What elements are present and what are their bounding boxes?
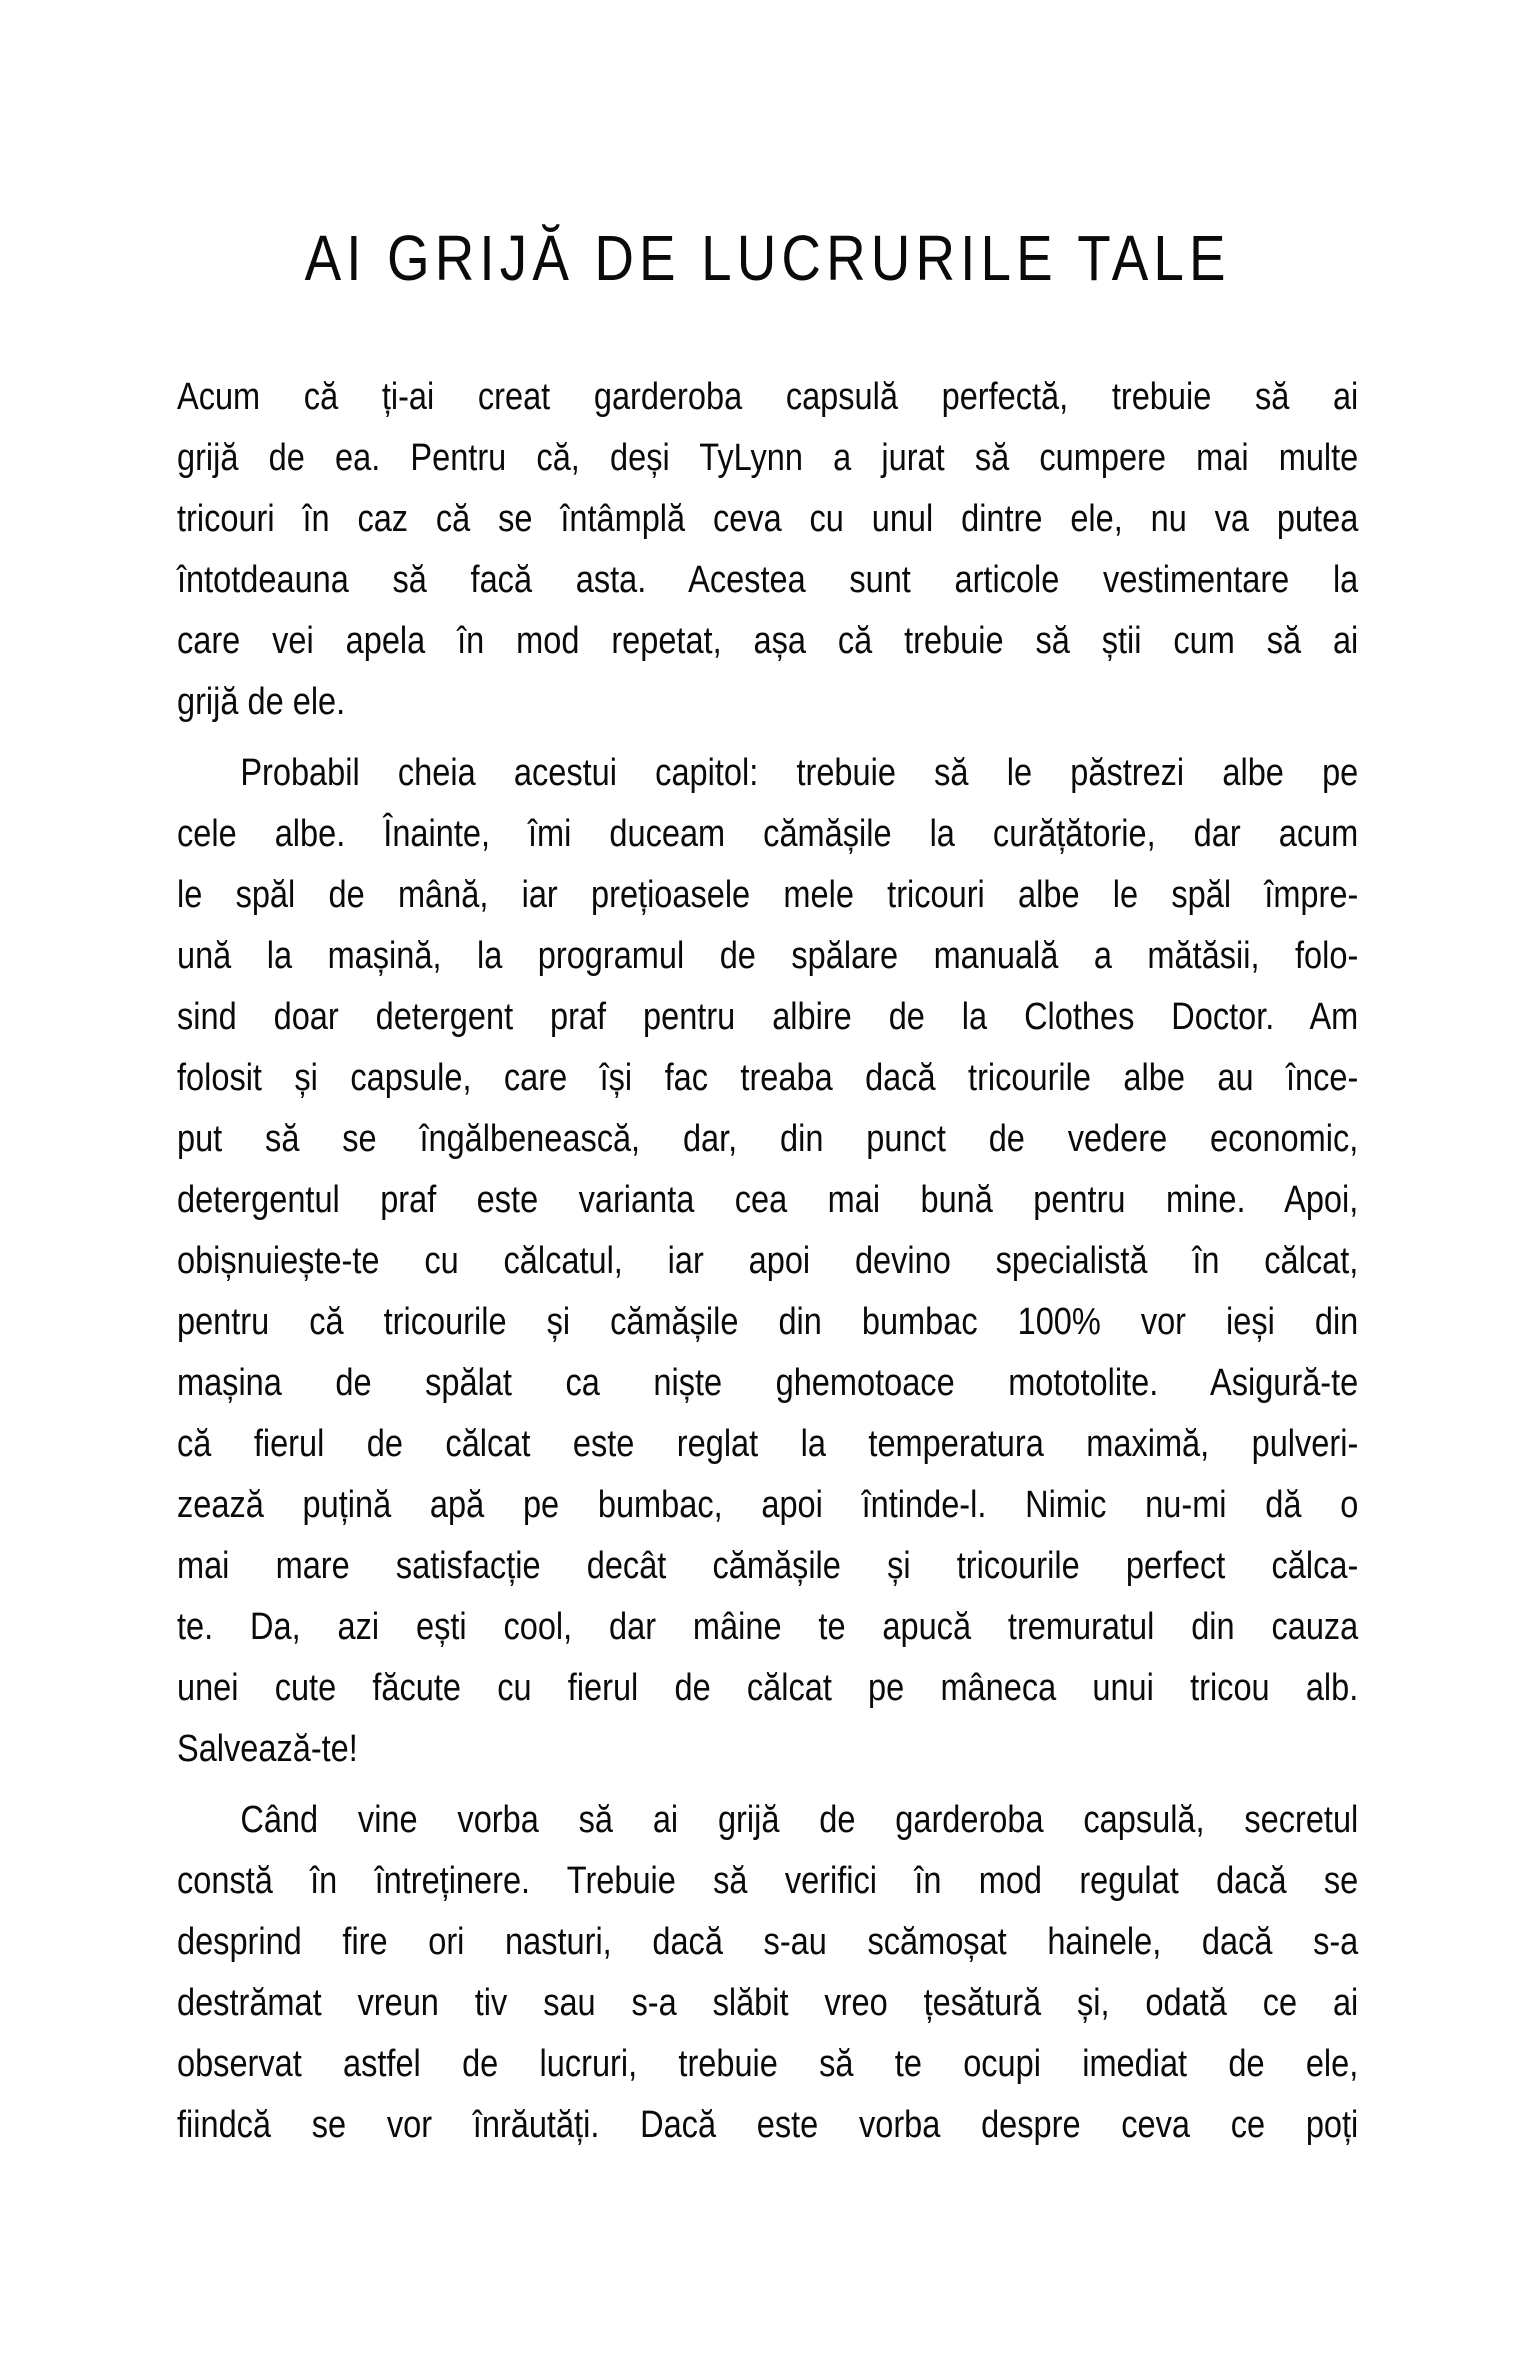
paragraph	[177, 743, 1358, 1780]
text-line: pentru că tricourile și cămășile din bumbac 100% vor ieși din	[177, 1301, 1359, 1343]
text-line: cele albe. Înainte, îmi duceam cămășile la curățătorie, dar acum	[177, 813, 1359, 855]
text-line: grijă de ele.	[177, 681, 346, 723]
text-line: put să se îngălbenească, dar, din punct de vedere economic,	[177, 1118, 1359, 1160]
text-line: detergentul praf este varianta cea mai bună pentru mine. Apoi,	[177, 1179, 1359, 1221]
text-line: mai mare satisfacție decât cămășile și tricourile perfect călca-	[177, 1545, 1359, 1587]
paragraph	[177, 367, 1358, 733]
text-line: ună la mașină, la programul de spălare manuală a mătăsii, folo-	[177, 935, 1359, 977]
text-line: care vei apela în mod repetat, așa că trebuie să știi cum să ai	[177, 620, 1359, 662]
text-line: întotdeauna să facă asta. Acestea sunt articole vestimentare la	[177, 559, 1359, 601]
text-line: folosit și capsule, care își fac treaba dacă tricourile albe au înce-	[177, 1057, 1359, 1099]
text-line: unei cute făcute cu fierul de călcat pe mâneca unui tricou alb.	[177, 1667, 1359, 1709]
text-line: grijă de ea. Pentru că, deși TyLynn a jurat să cumpere mai multe	[177, 437, 1359, 479]
text-line: că fierul de călcat este reglat la temperatura maximă, pulveri-	[177, 1423, 1359, 1465]
text-line: tricouri în caz că se întâmplă ceva cu unul dintre ele, nu va putea	[177, 498, 1359, 540]
text-line: mașina de spălat ca niște ghemotoace mototolite. Asigură-te	[177, 1362, 1359, 1404]
text-line: destrămat vreun tiv sau s-a slăbit vreo țesătură și, odată ce ai	[177, 1982, 1359, 2024]
text-line: observat astfel de lucruri, trebuie să te ocupi imediat de ele,	[177, 2043, 1359, 2085]
text-line: obișnuiește-te cu călcatul, iar apoi devino specialistă în călcat,	[177, 1240, 1359, 1282]
chapter-title: AI GRIJĂ DE LUCRURILE TALE	[304, 222, 1231, 294]
text-line: Salvează-te!	[177, 1728, 358, 1770]
text-line: Acum că ți-ai creat garderoba capsulă perfectă, trebuie să ai	[177, 376, 1359, 418]
text-column	[177, 0, 1358, 2156]
text-line: constă în întreținere. Trebuie să verifici în mod regulat dacă se	[177, 1860, 1359, 1902]
text-line: fiindcă se vor înrăutăți. Dacă este vorba despre ceva ce poți	[177, 2104, 1359, 2146]
text-line: zează puțină apă pe bumbac, apoi întinde-l. Nimic nu-mi dă o	[177, 1484, 1359, 1526]
body-text	[177, 367, 1358, 2156]
paragraph	[177, 1790, 1358, 2156]
text-line: desprind fire ori nasturi, dacă s-au scămoșat hainele, dacă s-a	[177, 1921, 1359, 1963]
text-line: Probabil cheia acestui capitol: trebuie să le păstrezi albe pe	[240, 752, 1359, 794]
text-line: le spăl de mână, iar prețioasele mele tricouri albe le spăl împre-	[177, 874, 1359, 916]
text-line: te. Da, azi ești cool, dar mâine te apucă tremuratul din cauza	[177, 1606, 1359, 1648]
text-line: sind doar detergent praf pentru albire de la Clothes Doctor. Am	[177, 996, 1359, 1038]
text-line: Când vine vorba să ai grijă de garderoba capsulă, secretul	[240, 1799, 1359, 1841]
